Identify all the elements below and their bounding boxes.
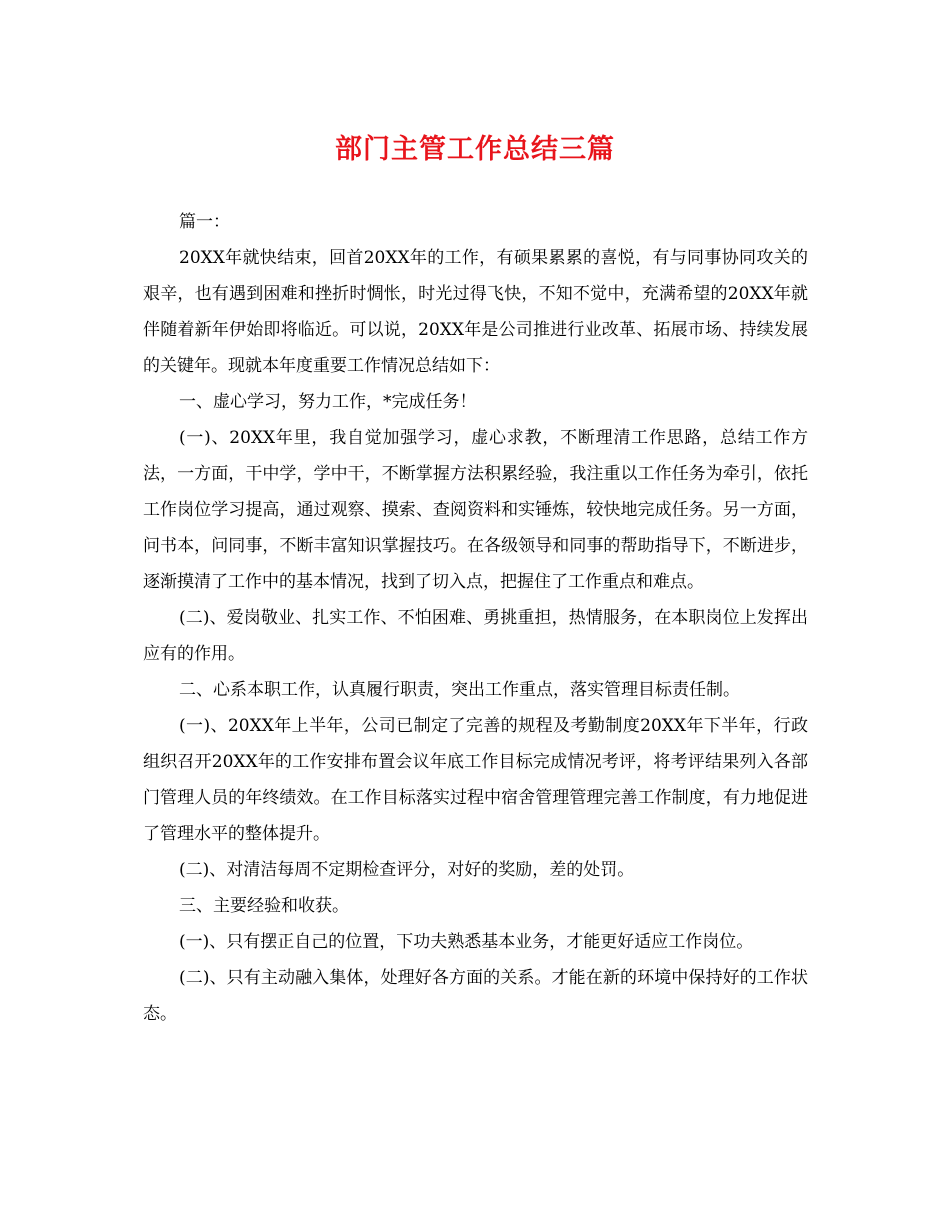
heading-section-three: 三、主要经验和收获。 (179, 896, 349, 916)
paragraph-item: (二)、对清洁每周不定期检查评分，对好的奖励，差的处罚。 (179, 860, 635, 880)
paragraph-item: (一)、20XX年上半年，公司已制定了完善的规程及考勤制度20XX年下半年，行政组织召开20XX年的工作安排布置会议年底工作目标完成情况考评，将考评结果列入各部门管理人员的年终绩效。在工作目标落实过程中宿舍管理管理完善工作制度，有力地促进了管理水平的整体提升。 (143, 716, 808, 844)
document-title: 部门主管工作总结三篇 (335, 134, 615, 165)
paragraph-item: (二)、只有主动融入集体，处理好各方面的关系。才能在新的环境中保持好的工作状态。 (143, 968, 808, 1024)
heading-section-two: 二、心系本职工作，认真履行职责，突出工作重点，落实管理目标责任制。 (179, 680, 740, 700)
heading-section-one: 一、虚心学习，努力工作，*完成任务！ (179, 392, 477, 412)
paragraph-item: (二)、爱岗敬业、扎实工作、不怕困难、勇挑重担，热情服务，在本职岗位上发挥出应有的作用。 (143, 608, 808, 664)
document-body (143, 204, 808, 1032)
paragraph-item: (一)、20XX年里，我自觉加强学习，虚心求教，不断理清工作思路，总结工作方法，一方面，干中学，学中干，不断掌握方法积累经验，我注重以工作任务为牵引，依托工作岗位学习提高，通过观察、摸索、查阅资料和实锤炼，较快地完成任务。另一方面，问书本，问同事，不断丰富知识掌握技巧。在各级领导和同事的帮助指导下，不断进步，逐渐摸清了工作中的基本情况，找到了切入点，把握住了工作重点和难点。 (143, 428, 808, 592)
paragraph-section-label: 篇一： (179, 212, 230, 232)
paragraph-intro: 20XX年就快结束，回首20XX年的工作，有硕果累累的喜悦，有与同事协同攻关的艰辛，也有遇到困难和挫折时惆怅，时光过得飞快，不知不觉中，充满希望的20XX年就伴随着新年伊始即将临近。可以说，20XX年是公司推进行业改革、拓展市场、持续发展的关键年。现就本年度重要工作情况总结如下： (143, 248, 808, 376)
paragraph-item: (一)、只有摆正自己的位置，下功夫熟悉基本业务，才能更好适应工作岗位。 (179, 932, 754, 952)
